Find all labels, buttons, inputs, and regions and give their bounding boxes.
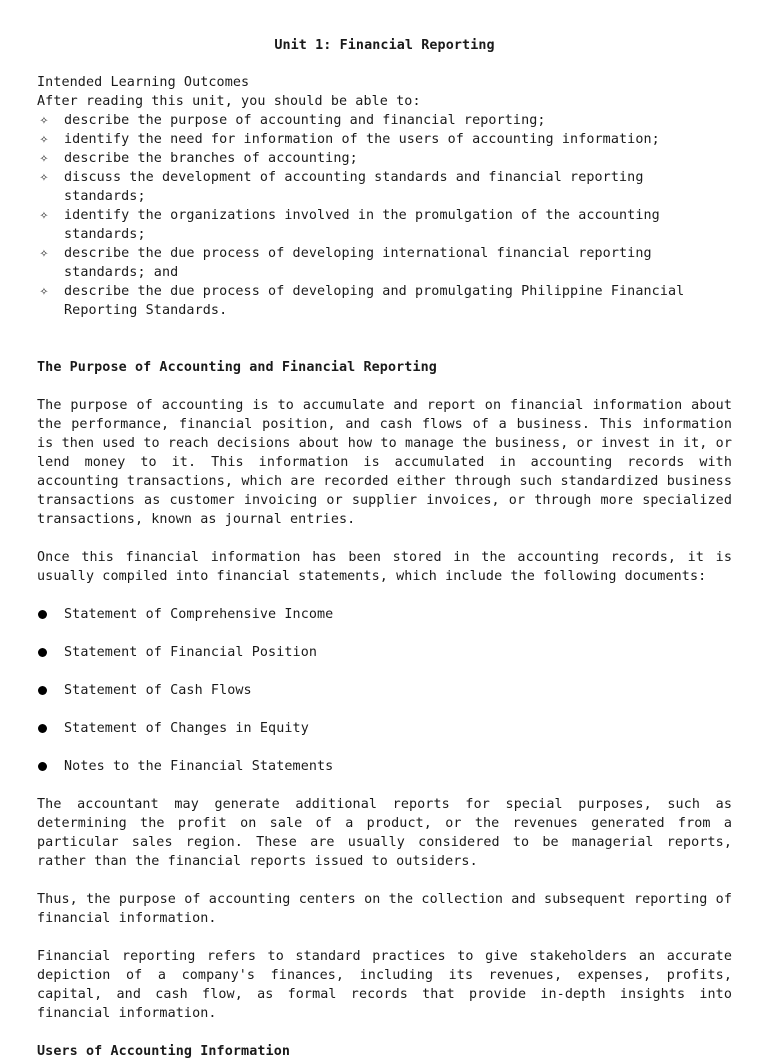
outcome-item <box>37 206 732 244</box>
outcome-item <box>37 149 732 168</box>
outcome-text: identify the organizations involved in the promulgation of the accounting standards; <box>64 208 660 242</box>
star-bullet-icon: ✧ <box>39 112 49 128</box>
star-bullet-icon: ✧ <box>39 207 49 223</box>
outcome-item <box>37 130 732 149</box>
outcome-text: discuss the development of accounting standards and financial reporting standards; <box>64 170 644 204</box>
financial-statement-label: Statement of Cash Flows <box>64 683 252 698</box>
star-bullet-icon: ✧ <box>39 131 49 147</box>
financial-statement-label: Statement of Changes in Equity <box>64 721 309 736</box>
document-page <box>37 36 732 1061</box>
star-bullet-icon: ✧ <box>39 150 49 166</box>
bullet-dot-icon <box>38 724 47 733</box>
outcome-text: describe the due process of developing international financial reporting standards; and <box>64 246 652 280</box>
users-heading: Users of Accounting Information <box>37 1044 291 1059</box>
outcome-item <box>37 244 732 282</box>
bullet-dot-icon <box>38 686 47 695</box>
purpose-heading: The Purpose of Accounting and Financial Reporting <box>37 360 437 375</box>
outcomes-list <box>37 111 732 320</box>
financial-statement-label: Statement of Financial Position <box>64 645 318 660</box>
outcome-text: describe the due process of developing and promulgating Philippine Financial Reporting Standards. <box>64 284 685 318</box>
document-title: Unit 1: Financial Reporting <box>274 38 495 53</box>
bullet-dot-icon <box>38 610 47 619</box>
purpose-paragraph-4: Thus, the purpose of accounting centers on the collection and subsequent reporting of financial information. <box>37 892 732 926</box>
star-bullet-icon: ✧ <box>39 169 49 185</box>
bullet-dot-icon <box>38 648 47 657</box>
purpose-paragraph-1: The purpose of accounting is to accumulate and report on financial information about the performance, financial position, and cash flows of a business. This information is then used to reach decisions about how to manage the business, or invest in it, or lend money to it. This information is accumulated in accounting records with accounting transactions, which are recorded either through such standardized business transactions as customer invoicing or supplier invoices, or through more specialized transactions, known as journal entries. <box>37 398 732 527</box>
financial-statement-item <box>37 757 732 776</box>
financial-statements-list <box>37 605 732 776</box>
bullet-dot-icon <box>38 762 47 771</box>
financial-statement-item <box>37 605 732 624</box>
outcome-text: describe the purpose of accounting and financial reporting; <box>64 113 546 128</box>
financial-statement-item <box>37 719 732 738</box>
outcome-item <box>37 282 732 320</box>
financial-statement-label: Notes to the Financial Statements <box>64 759 334 774</box>
purpose-paragraph-3: The accountant may generate additional reports for special purposes, such as determining the profit on sale of a product, or the revenues generated from a particular sales region. These are usually considered to be managerial reports, rather than the financial reports issued to outsiders. <box>37 797 732 869</box>
outcome-item <box>37 111 732 130</box>
star-bullet-icon: ✧ <box>39 283 49 299</box>
financial-statement-item <box>37 681 732 700</box>
outcome-text: identify the need for information of the users of accounting information; <box>64 132 660 147</box>
financial-statement-label: Statement of Comprehensive Income <box>64 607 334 622</box>
star-bullet-icon: ✧ <box>39 245 49 261</box>
financial-statement-item <box>37 643 732 662</box>
outcome-item <box>37 168 732 206</box>
purpose-paragraph-5: Financial reporting refers to standard practices to give stakeholders an accurate depiction of a company's finances, including its revenues, expenses, profits, capital, and cash flow, as formal records that provide in-depth insights into financial information. <box>37 949 732 1021</box>
outcome-text: describe the branches of accounting; <box>64 151 358 166</box>
outcomes-heading: Intended Learning Outcomes <box>37 75 250 90</box>
purpose-paragraph-2: Once this financial information has been stored in the accounting records, it is usually compiled into financial statements, which include the following documents: <box>37 550 732 584</box>
outcomes-intro: After reading this unit, you should be able to: <box>37 94 421 109</box>
